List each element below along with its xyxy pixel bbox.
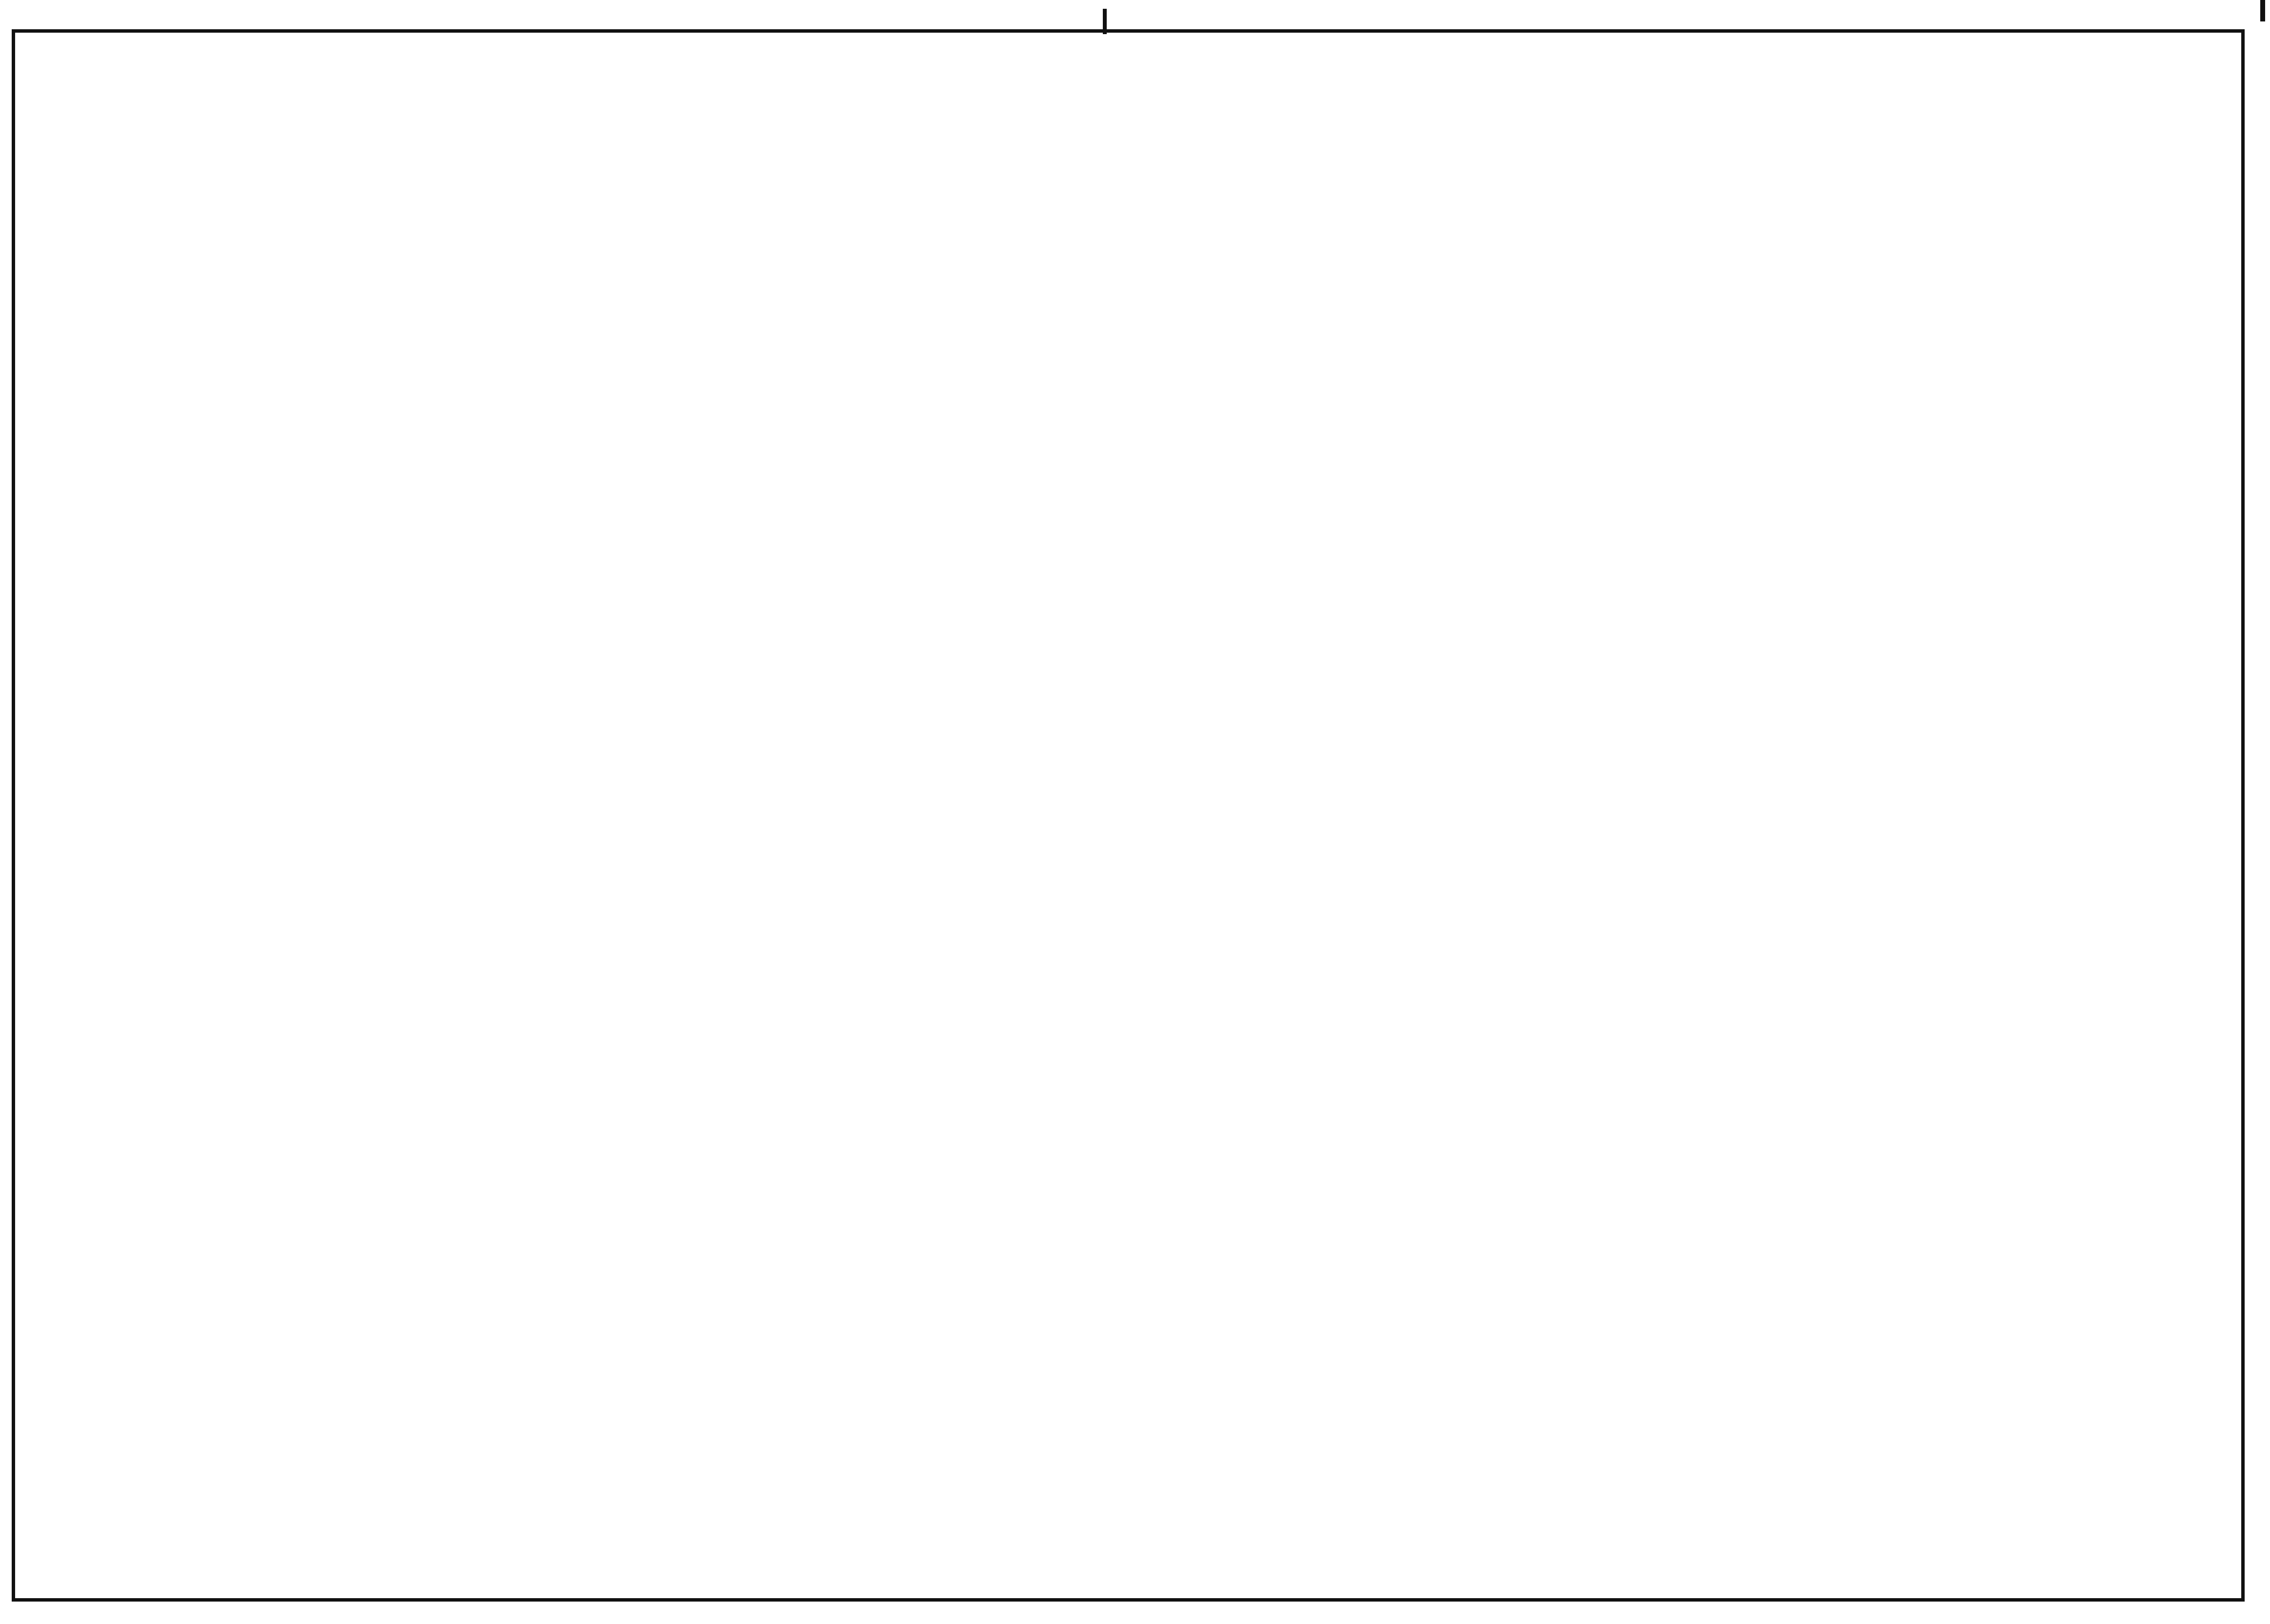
corner-mark (2260, 0, 2265, 21)
form-sheet (12, 29, 2245, 1602)
